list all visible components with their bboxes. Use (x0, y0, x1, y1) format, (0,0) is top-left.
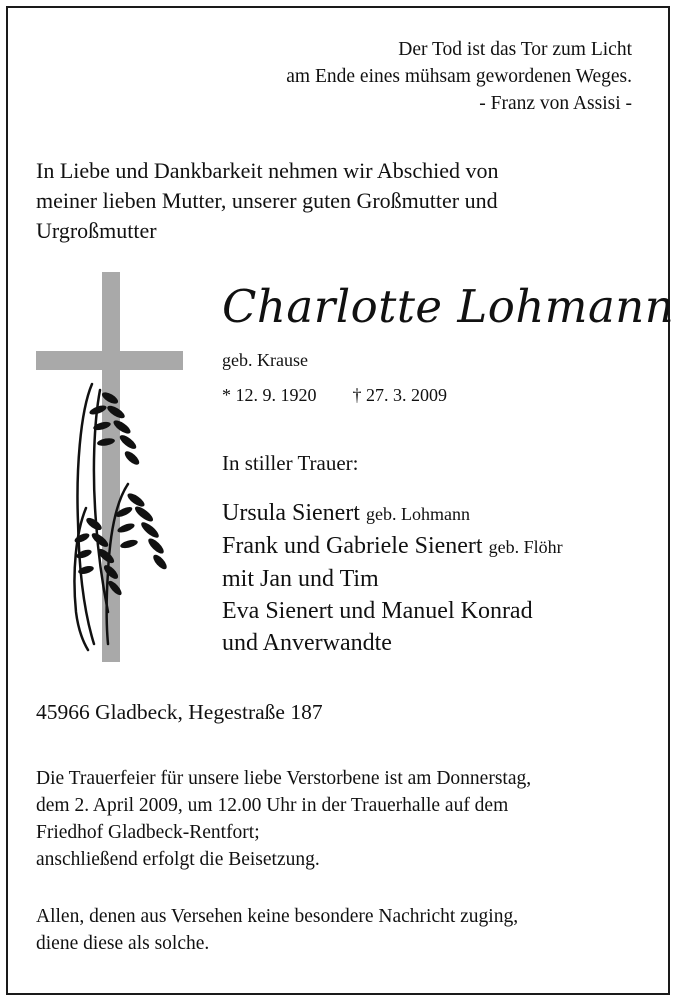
quote-line: Der Tod ist das Tor zum Licht (398, 39, 632, 60)
cross-vertical-bar (102, 272, 120, 662)
mourner-line: mit Jan und Tim (222, 566, 379, 592)
deceased-name: Charlotte Lohmann (222, 280, 675, 333)
mourner-line: Eva Sienert und Manuel Konrad (222, 598, 533, 624)
closing-line: Allen, denen aus Versehen keine besondere Nachricht zuging, (36, 906, 519, 927)
mourner-line: und Anverwandte (222, 630, 392, 656)
wheat-grains (73, 390, 169, 597)
service-line: dem 2. April 2009, um 12.00 Uhr in der Trauerhalle auf dem (36, 795, 509, 816)
quote-block (286, 36, 632, 117)
cross-with-wheat-icon (36, 272, 186, 662)
mourner-name: Ursula Sienert (222, 500, 360, 526)
mourner-line (222, 530, 563, 563)
death-date: † 27. 3. 2009 (352, 385, 447, 405)
mourner-birth-name: geb. Flöhr (488, 537, 563, 557)
cross-horizontal-bar (36, 351, 183, 370)
mourners-list (222, 497, 563, 659)
quote-author: - Franz von Assisi - (479, 93, 632, 114)
mourner-name: Frank und Gabriele Sienert (222, 533, 483, 559)
service-line: Die Trauerfeier für unsere liebe Verstorbene ist am Donnerstag, (36, 768, 532, 789)
intro-text (36, 156, 636, 246)
service-line: Friedhof Gladbeck-Rentfort; (36, 822, 260, 843)
mourner-line (222, 497, 563, 530)
life-dates (222, 385, 447, 406)
quote-line: am Ende eines mühsam gewordenen Weges. (286, 66, 632, 87)
intro-line: Urgroßmutter (36, 218, 157, 243)
mourner-birth-name: geb. Lohmann (365, 504, 470, 524)
birth-date: * 12. 9. 1920 (222, 385, 317, 405)
service-line: anschließend erfolgt die Beisetzung. (36, 849, 320, 870)
funeral-service-info (36, 765, 531, 873)
closing-note (36, 903, 518, 957)
mourning-label: In stiller Trauer: (222, 451, 359, 475)
intro-line: In Liebe und Dankbarkeit nehmen wir Abschied von (36, 158, 499, 183)
birth-name: geb. Krause (222, 350, 308, 370)
intro-line: meiner lieben Mutter, unserer guten Großmutter und (36, 188, 498, 213)
closing-line: diene diese als solche. (36, 933, 210, 954)
family-address: 45966 Gladbeck, Hegestraße 187 (36, 700, 323, 724)
